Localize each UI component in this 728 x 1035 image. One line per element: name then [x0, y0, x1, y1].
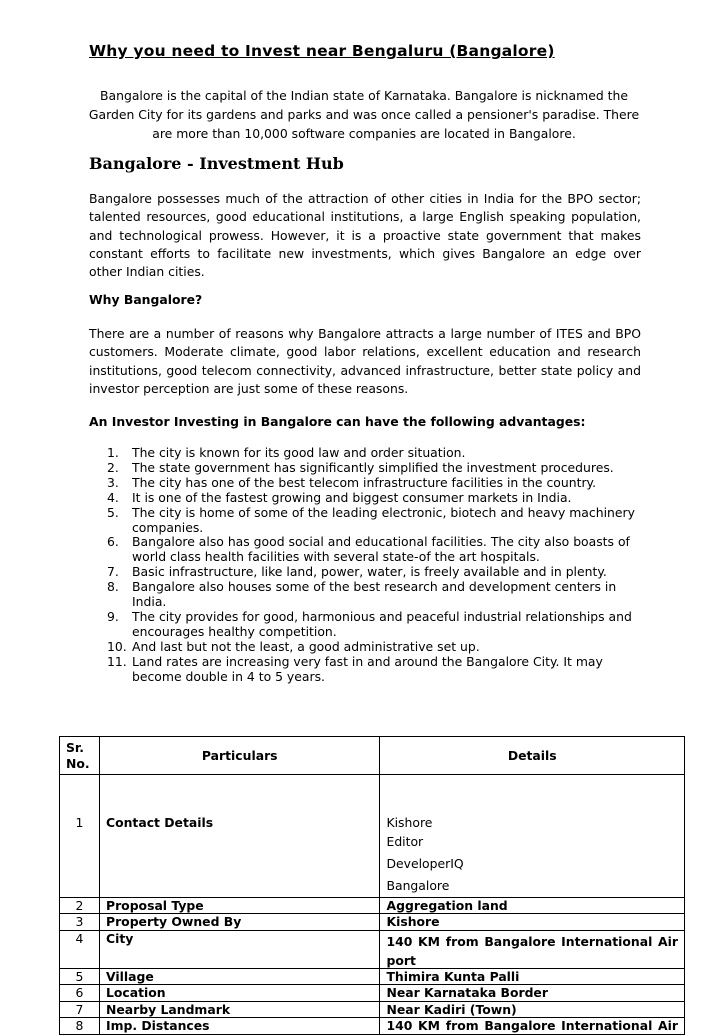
list-item-text: Basic infrastructure, like land, power, water, is freely available and in plenty. [132, 564, 607, 580]
table-row [60, 914, 685, 931]
why-bangalore-paragraph: There are a number of reasons why Bangalore attracts a large number of ITES and BPO customers. Moderate climate, good labor relations, excellent education and research institutions, good telecom connectivity, advanced infrastructure, better state policy and investor perception are just some of these reasons. [89, 326, 641, 396]
row-sr-no: 1 [60, 775, 100, 898]
header-particulars: Particulars [99, 737, 380, 775]
row-detail: Near Kadiri (Town) [380, 1001, 685, 1018]
header-details: Details [380, 737, 685, 775]
row-detail-line: 140 KM from Bangalore International Air [386, 933, 678, 949]
row-particular: City [99, 930, 380, 968]
list-item [107, 461, 635, 476]
contact-role: Editor [386, 833, 424, 849]
row-detail: Kishore [380, 914, 685, 931]
list-item-number: 2. [107, 459, 119, 475]
table-row [60, 968, 685, 985]
property-details-table [59, 736, 685, 1035]
row-particular: Proposal Type [99, 897, 380, 914]
list-item-text: And last but not the least, a good administrative set up. [132, 638, 480, 654]
row-detail-line: port [386, 952, 416, 968]
row-sr-no: 7 [60, 1001, 100, 1018]
list-item-text: Bangalore also houses some of the best research and development centers in India. [132, 579, 617, 610]
list-item-number: 1. [107, 445, 119, 460]
row-detail: 140 KM from Bangalore International Air [380, 1018, 685, 1035]
list-item [107, 640, 635, 655]
row-particular: Contact Details [99, 775, 380, 898]
list-item-text: The city is known for its good law and order situation. [132, 445, 466, 460]
list-item [107, 476, 635, 491]
header-sr-no: Sr. No. [60, 737, 100, 775]
table-row [60, 930, 685, 968]
list-item-number: 10. [107, 638, 127, 654]
row-sr-no: 6 [60, 985, 100, 1002]
list-item-text: The city provides for good, harmonious and peaceful industrial relationships and encourages healthy competition. [132, 608, 632, 639]
list-item-number: 7. [107, 564, 119, 580]
row-sr-no: 8 [60, 1018, 100, 1035]
table-row [60, 1001, 685, 1018]
why-bangalore-heading: Why Bangalore? [89, 292, 203, 307]
row-sr-no: 5 [60, 968, 100, 985]
list-item [107, 655, 635, 685]
page-title: Why you need to Invest near Bengaluru (Bangalore) [89, 42, 555, 60]
list-item-number: 5. [107, 504, 119, 520]
section-heading: Bangalore - Investment Hub [89, 154, 344, 173]
row-sr-no: 2 [60, 897, 100, 914]
list-item-text: Bangalore also has good social and educational facilities. The city also boasts of world class health facilities with several state-of the art hospitals. [132, 534, 630, 565]
list-item [107, 446, 635, 461]
row-particular: Property Owned By [99, 914, 380, 931]
contact-name: Kishore [386, 815, 433, 830]
investment-hub-paragraph: Bangalore possesses much of the attraction of other cities in India for the BPO sector; talented resources, good educational institutions, a large English speaking population, and technological prowess. However, it is a proactive state government that makes constant efforts to facilitate new investments, which gives Bangalore an edge over other Indian cities. [89, 191, 641, 280]
contact-company: DeveloperIQ [386, 855, 464, 871]
table-row [60, 1018, 685, 1035]
list-item-text: The state government has significantly simplified the investment procedures. [132, 459, 614, 475]
table-row [60, 985, 685, 1002]
list-item-text: The city has one of the best telecom infrastructure facilities in the country. [132, 474, 597, 490]
list-item [107, 580, 635, 610]
contact-details-cell [380, 775, 685, 898]
list-item [107, 491, 635, 506]
advantages-list [107, 446, 635, 685]
row-detail: Aggregation land [380, 897, 685, 914]
list-item [107, 506, 635, 536]
list-item-number: 11. [107, 653, 127, 669]
row-particular: Village [99, 968, 380, 985]
list-item-text: Land rates are increasing very fast in and around the Bangalore City. It may become double in 4 to 5 years. [132, 653, 603, 684]
list-item-number: 8. [107, 579, 119, 595]
row-detail: Near Karnataka Border [380, 985, 685, 1002]
row-detail: Thimira Kunta Palli [380, 968, 685, 985]
row-sr-no: 4 [60, 930, 100, 968]
list-item [107, 610, 635, 640]
table-row [60, 897, 685, 914]
contact-city: Bangalore [386, 877, 450, 893]
row-sr-no: 3 [60, 914, 100, 931]
list-item-text: The city is home of some of the leading electronic, biotech and heavy machinery companies. [132, 504, 635, 535]
list-item-number: 4. [107, 489, 119, 505]
table-row [60, 775, 685, 898]
advantages-heading: An Investor Investing in Bangalore can have the following advantages: [89, 414, 586, 429]
table-header-row [60, 737, 685, 775]
row-particular: Location [99, 985, 380, 1002]
list-item-number: 6. [107, 534, 119, 550]
list-item [107, 565, 635, 580]
list-item [107, 535, 635, 565]
row-detail [380, 930, 685, 968]
row-particular: Nearby Landmark [99, 1001, 380, 1018]
list-item-text: It is one of the fastest growing and biggest consumer markets in India. [132, 489, 572, 505]
intro-paragraph: Bangalore is the capital of the Indian state of Karnataka. Bangalore is nicknamed the Garden City for its gardens and parks and was once called a pensioner's paradise. There are more than 10,000 software companies are located in Bangalore. [88, 88, 640, 141]
list-item-number: 9. [107, 608, 119, 624]
list-item-number: 3. [107, 474, 119, 490]
row-particular: Imp. Distances [99, 1018, 380, 1035]
